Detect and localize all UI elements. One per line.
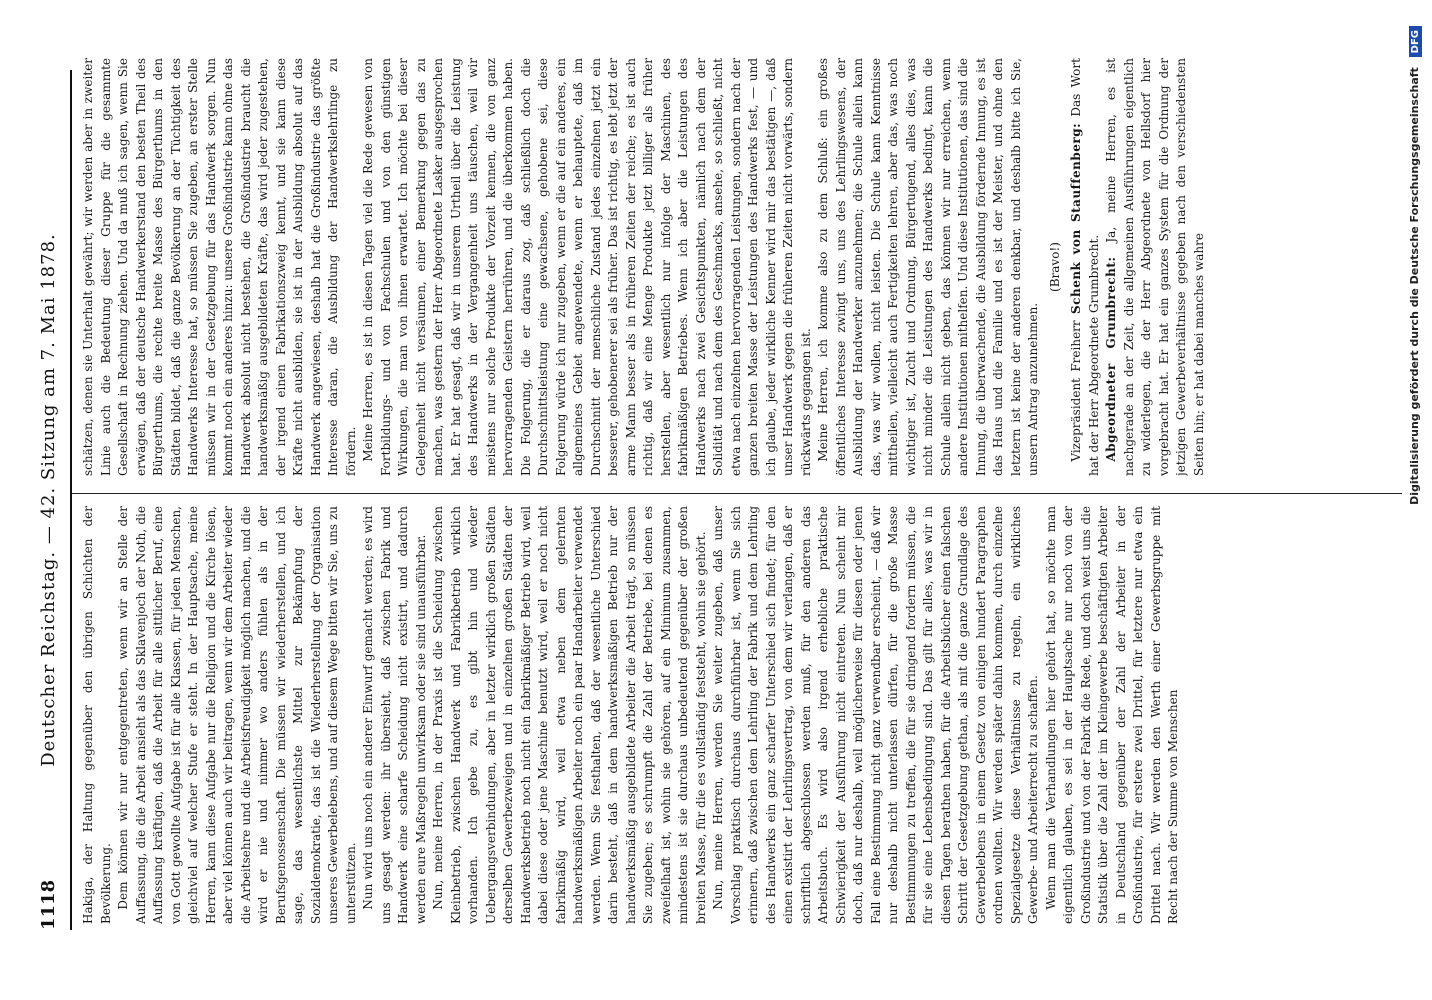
paragraph: Hakiga, der Haltung gegenüber den übrigen Schichten der Bevölkerung. [81, 506, 113, 924]
speaker-title: Vizepräsident Freiherr [1069, 320, 1083, 462]
applause-note: (Bravo!) [1047, 242, 1062, 292]
next-speaker-text: Ja, meine Herren, es ist nachgerade an der Zeit, die allgemeinen Ausführungen eigentlich zu widerlegen, die der Herr Abgeordnete von Hellsdorf hier vorgebracht hat. Er hat ein ganzes System für die Ordnung der jetzigen Gewerbeverhältnisse gegeben nach den verschiedensten Seiten hin; er hat dabei manches wahre [1104, 58, 1206, 476]
paragraph: Meine Herren, ich komme also zu dem Schluß: ein großes öffentliches Interesse zwingt uns, uns des Lehrlingswesens, der Ausbildung der Handwerker anzunehmen; die Schule allein kann das, was wir wollen, nicht leisten. Die Schule kann Kenntnisse mittheilen, vielleicht auch Fertigkeiten lehren, aber das, was noch wichtiger ist, Zucht und Ordnung, Bürgertugend, alles dies, was nicht minder die Leistungen des Handwerks bedingt, kann die Schule allein nicht geben, das können wir nur erreichen, wenn andere Institutionen mithelfen. Und diese Institutionen, das sind die Innung, die überwachende, die Ausbildung fördernde Innung, es ist das Haus und die Familie und es ist der Meister, und ohne den letztern ist keine der anderen denkbar, und deshalb bitte ich Sie, unsern Antrag anzunehmen. [816, 58, 1040, 476]
next-speech [1103, 58, 1208, 476]
paragraph: Nun, meine Herren, werden Sie weiter zugeben, daß unser Vorschlag praktisch durchaus durchführbar ist, wenn Sie sich erinnern, daß zwischen dem Lehrling der Fabrik und dem Lehrling des Handwerks ein ganz scharfer Unterschied sich findet; für den einen existirt der Lehrlingsvertrag, von dem wir verlangen, daß er schriftlich abgeschlossen werden muß, für den anderen das Arbeitsbuch. Es wird also irgend erhebliche praktische Schwierigkeit der Ausführung nicht eintreten. Nun scheint mir doch, daß nur deshalb, weil möglicherweise für diesen oder jenen Fall eine Bestimmung nicht ganz verwendbar erscheint, — daß wir nur deshalb nicht unterlassen dürfen, für die große Masse Bestimmungen zu treffen, die für sie dringend fordern müssen, die für sie eine Lebensbedingung sind. Das gilt für alles, was wir in diesen Tagen berathen haben, für die Arbeitsbücher einen falschen Schritt der Gesetzgebung gethan, als mit die ganze Grundlage des Gewerbelebens in einem Gesetz von einigen hundert Paragraphen ordnen wollten. Wir werden später dahin kommen, durch einzelne Spezialgesetze diese Verhältnisse zu regeln, ein wirkliches Gewerbe- und Arbeiterrecht zu schaffen. [711, 506, 1040, 924]
paragraph: Wenn man die Verhandlungen hier gehört hat, so möchte man eigentlich glauben, es sei in der Hauptsache nur noch von der Großindustrie und von der Fabrik die Rede, und doch weist uns die Statistik über die Zahl der im Kleingewerbe beschäftigten Arbeiter in Deutschland gegenüber der Zahl der Arbeiter in der Großindustrie, für erstere zwei Drittel, für letztere nur etwa ein Drittel nach. Wir werden den Werth einer Gewerbsgruppe mit Recht nach der Summe von Menschen [1043, 506, 1180, 924]
right-column [80, 58, 1400, 476]
paragraph: Meine Herren, es ist in diesen Tagen viel die Rede gewesen von Fortbildungs- und von Fachschulen und von den günstigen Wirkungen, die man von ihnen erwartet. Ich möchte bei dieser Gelegenheit nicht versäumen, einer Bemerkung gegen das zu machen, was gestern der Herr Abgeordnete Lasker ausgesprochen hat. Er hat gesagt, daß wir in unserem Urtheil über die Leistung des Handwerks in der Vergangenheit uns täuschen, weil wir meistens nur solche Produkte der Vorzeit kennen, die von ganz hervorragenden Geistern herrühren, und die überkommen haben. Die Folgerung, die er daraus zog, daß schließlich doch die Durchschnittsleistung eine gewachsene, gehobene sei, diese Folgerung würde ich nur zugeben, wenn er die auf ein anderes, ein allgemeines Gebiet angewendete, wenn er behauptete, daß im Durchschnitt der menschliche Zustand jedes einzelnen jetzt ein besserer, gehobenerer sei als früher. Das ist richtig, es lebt jetzt der arme Mann besser als in früheren Zeiten der reiche; es ist auch richtig, daß wir eine Menge Produkte jetzt billiger als früher herstellen, aber wesentlich nur infolge der Maschinen, des fabrikmäßigen Betriebes. Wenn ich aber die Leistungen des Handwerks nach zwei Gesichtspunkten, nämlich nach dem der Solidität und nach dem des Geschmacks, ansehe, so schließt, nicht etwa nach einzelnen hervorragenden Leistungen, sondern nach der ganzen breiten Masse der Leistungen des Handwerks fest, — und ich glaube, jeder wirkliche Kenner wird mir das bestätigen —, daß unser Handwerk gegen die früheren Zeiten nicht vorwärts, sondern rückwärts gegangen ist. [361, 58, 813, 476]
speaker-intro [1068, 58, 1103, 476]
speaker-name: Schenk von Stauffenberg: [1069, 122, 1083, 314]
header-rule [70, 70, 72, 930]
paragraph: Nun, meine Herren, in der Praxis ist die Scheidung zwischen Kleinbetrieb, zwischen Handwerk und Fabrikbetrieb wirklich vorhanden. Ich gebe zu, es gibt hin und wieder Uebergangsverbindungen, aber in letzter wirklich großen Städten derselben Gewerbezweigen und in einzelnen großen Städten der Handwerksbetrieb noch nicht ein fabrikmäßiger Betrieb wird, weil dabei diese oder jene Maschine benutzt wird, weil er noch nicht fabrikmäßig wird, weil etwa neben dem gelernten handwerksmäßigen Arbeiter noch ein paar Handarbeiter verwendet werden. Wenn Sie festhalten, daß der wesentliche Unterschied darin besteht, daß in dem handwerksmäßigen Betrieb nur der handwerksmäßig ausgebildete Arbeiter die Arbeit trägt, so müssen Sie zugeben; es schrumpft die Zahl der Betriebe, bei denen es zweifelhaft ist, wohin sie gehören, auf ein Minimum zusammen, mindestens ist sie durchaus unbedeutend gegenüber der großen breiten Masse, für die es vollständig feststeht, wohin sie gehört. [431, 506, 708, 924]
paragraph: Nun wird uns noch ein anderer Einwurf gemacht werden; es wird uns gesagt werden: ihr übersieht, daß zwischen Fabrik und Handwerk eine scharfe Scheidung nicht existirt, und dadurch werden eure Maßregeln unwirksam oder sie sind unausführbar. [361, 506, 428, 924]
running-header [38, 70, 68, 930]
paragraph: Dem können wir nur entgegentreten, wenn wir an Stelle der Auffassung, die die Arbeit ansieht als das Sklavenjoch der Noth, die Auffassung kräftigen, daß die Arbeit für alle sittlicher Beruf, eine von Gott gewollte Aufgabe ist für alle Klassen, für jeden Menschen, gleichviel auf welcher Stufe er steht. In der Hauptsache, meine Herren, kann diese Aufgabe nur die Religion und die Kirche lösen, aber viel können auch wir beitragen, wenn wir dem Arbeiter wieder die Arbeitsehre und die Arbeitsfreudigkeit möglich machen, und die wird er nie und nimmer wo anders fühlen als in der Berufsgenossenschaft. Die müssen wir wiederherstellen, und ich sage, das wesentlichste Mittel zur Bekämpfung der Sozialdemokratie, das ist die Wiederherstellung der Organisation unseres Gewerbelebens, und auf diesem Wege bitten wir Sie, uns zu unterstützen. [116, 506, 358, 924]
next-speaker-name: Abgeordneter Grumbrecht: [1104, 256, 1118, 462]
page-number: 1118 [38, 879, 59, 930]
running-title: Deutscher Reichstag. — 42. Sitzung am 7. Mai 1878. [38, 233, 59, 767]
speaker-text: Das Wort hat der Herr Abgeordnete Grumbrecht. [1069, 58, 1101, 476]
column-divider [72, 493, 1402, 494]
credit-text: Digitalisierung gefördert durch die Deutsche Forschungsgemeinschaft [1408, 67, 1421, 505]
dfg-logo: DFG [1409, 26, 1422, 57]
paragraph: schätzen, denen sie Unterhalt gewährt; wir werden aber in zweiter Linie auch die Bedeutung dieser Gruppe für die gesammte Gesellschaft in Rechnung ziehen. Und da muß ich sagen, wenn Sie erwägen, daß der deutsche Handwerkerstand den besten Theil des Bürgerthums, die rechte breite Masse des Bürgerthums in den Städten bildet, daß die ganze Bevölkerung an der Tüchtigkeit des Handwerks Interesse hat, so müssen Sie zugeben, an erster Stelle müssen wir in der Gesetzgebung für das Handwerk sorgen. Nun kommt noch ein anderes hinzu: unsere Großindustrie kann ohne das Handwerk absolut nicht bestehen, die Großindustrie braucht die handwerksmäßig ausgebildeten Kräfte, das wird jeder zugestehen, der irgend einen Fabrikationszweig kennt, und sie kann diese Kräfte nicht ausbilden, sie ist in der Ausbildung absolut auf das Handwerk angewiesen, deshalb hat die Großindustrie das größte Interesse daran, die Ausbildung der Handwerkslehrlinge zu fördern. [81, 58, 358, 476]
left-column [80, 506, 1400, 924]
digitization-credit [1408, 0, 1428, 1000]
